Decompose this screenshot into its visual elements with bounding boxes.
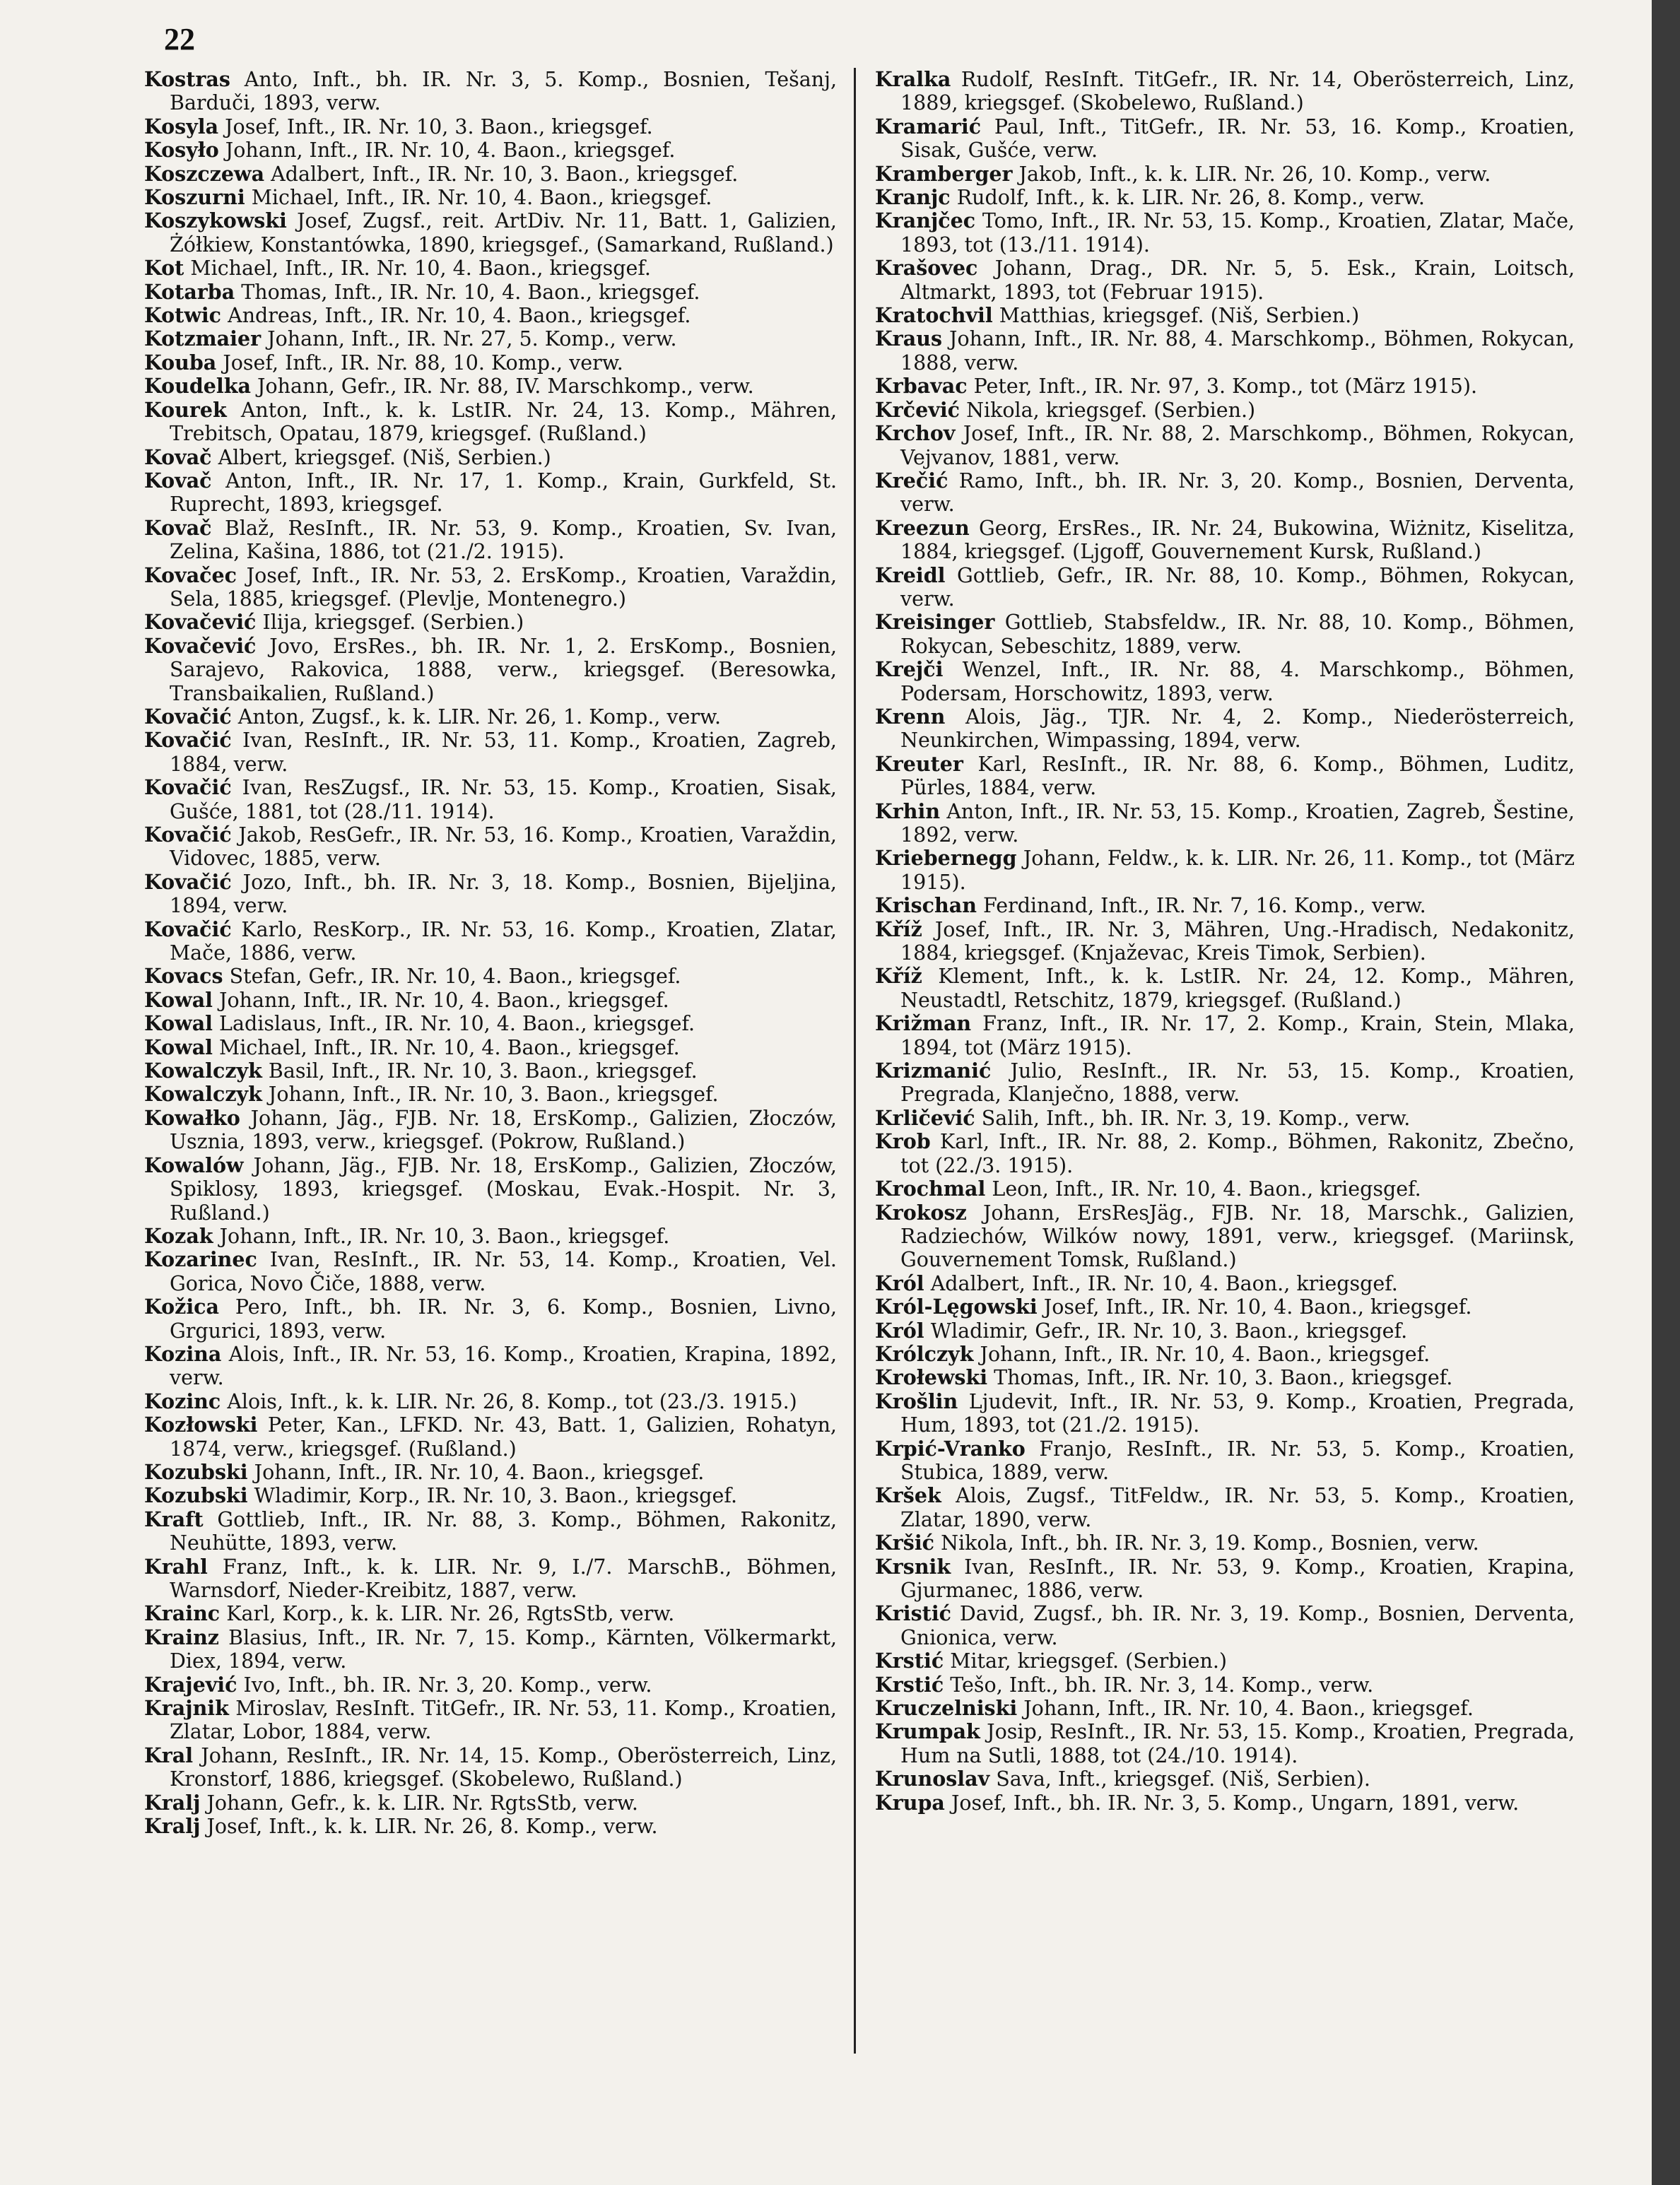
- entry-details: Ivan, ResInft., IR. Nr. 53, 11. Komp., Kroatien, Zagreb, 1884, verw.: [170, 729, 837, 776]
- entry-details: Alois, Inft., k. k. LIR. Nr. 26, 8. Komp., tot (23./3. 1915.): [227, 1389, 797, 1413]
- entry-surname: Król: [875, 1271, 924, 1295]
- entry-details: Johann, Inft., IR. Nr. 10, 3. Baon., kriegsgef.: [219, 1224, 670, 1248]
- entry-details: Miroslav, ResInft. TitGefr., IR. Nr. 53, 11. Komp., Kroatien, Zlatar, Lobor, 1884, verw.: [170, 1697, 837, 1744]
- entry-details: Michael, Inft., IR. Nr. 10, 4. Baon., kriegsgef.: [190, 257, 651, 281]
- entry-surname: Krumpak: [875, 1719, 980, 1744]
- entry-surname: Kovačić: [144, 917, 232, 941]
- entry-surname: Kristić: [875, 1601, 952, 1626]
- entry-details: Josef, Inft., IR. Nr. 3, Mähren, Ung.-Hradisch, Nedakonitz, 1884, kriegsgef. (Knjaževac, Kreis Timok, Serbien).: [900, 917, 1575, 965]
- entry-surname: Kreuter: [875, 751, 963, 776]
- entry-surname: Kozarinec: [144, 1247, 257, 1272]
- entry-surname: Kralj: [144, 1814, 201, 1839]
- register-entry: [144, 1248, 837, 1295]
- entry-details: Ivan, ResInft., IR. Nr. 53, 14. Komp., Kroatien, Vel. Gorica, Novo Čiče, 1888, verw.: [170, 1248, 837, 1295]
- register-entry: [875, 399, 1575, 422]
- entry-details: Ilija, kriegsgef. (Serbien.): [262, 611, 524, 635]
- register-entry: [875, 1059, 1575, 1107]
- entry-details: Franz, Inft., k. k. LIR. Nr. 9, I./7. MarschB., Böhmen, Warnsdorf, Nieder-Kreibitz, 1887, verw.: [170, 1555, 837, 1602]
- entry-details: Johann, ErsResJäg., FJB. Nr. 18, Marschk., Galizien, Radziechów, Wilków nowy, 1891, verw., kriegsgef. (Mariinsk, Gouvernement Tomsk, Rußland.): [900, 1201, 1575, 1272]
- register-entry: [144, 1508, 837, 1555]
- entry-surname: Kršić: [875, 1531, 935, 1555]
- register-entry: [875, 68, 1575, 115]
- entry-surname: Kraus: [875, 326, 943, 351]
- entry-surname: Kozłowski: [144, 1413, 258, 1437]
- entry-details: Johann, Drag., DR. Nr. 5, 5. Esk., Krain, Loitsch, Altmarkt, 1893, tot (Februar 1915).: [900, 257, 1575, 304]
- register-entry: [875, 1343, 1575, 1366]
- register-entry: [875, 1602, 1575, 1649]
- entry-surname: Kosyla: [144, 114, 219, 139]
- entry-surname: Koszczewa: [144, 161, 265, 186]
- register-entry: [144, 115, 837, 139]
- register-entry: [144, 139, 837, 162]
- entry-surname: Koszykowski: [144, 208, 287, 233]
- entry-details: Alois, Jäg., TJR. Nr. 4, 2. Komp., Niederösterreich, Neunkirchen, Wimpassing, 1894, verw.: [900, 705, 1575, 753]
- entry-details: Klement, Inft., k. k. LstIR. Nr. 24, 12. Komp., Mähren, Neustadtl, Retschitz, 1879, kriegsgef. (Rußland.): [900, 965, 1575, 1012]
- entry-details: Jakob, Inft., k. k. LIR. Nr. 26, 10. Komp., verw.: [1018, 162, 1491, 186]
- entry-details: Peter, Kan., LFKD. Nr. 43, Batt. 1, Galizien, Rohatyn, 1874, verw., kriegsgef. (Rußland.): [170, 1413, 837, 1461]
- entry-details: Karl, Inft., IR. Nr. 88, 2. Komp., Böhmen, Rakonitz, Zbečno, tot (22./3. 1915).: [900, 1130, 1575, 1177]
- entry-details: Rudolf, Inft., k. k. LIR. Nr. 26, 8. Komp., verw.: [956, 186, 1425, 210]
- entry-surname: Kosyło: [144, 138, 219, 163]
- entry-surname: Kotwic: [144, 303, 222, 328]
- entry-details: Gottlieb, Stabsfeldw., IR. Nr. 88, 10. Komp., Böhmen, Rokycan, Sebeschitz, 1889, verw.: [900, 611, 1575, 658]
- entry-surname: Krob: [875, 1129, 931, 1154]
- entry-details: Adalbert, Inft., IR. Nr. 10, 3. Baon., kriegsgef.: [271, 162, 739, 186]
- entry-details: Sava, Inft., kriegsgef. (Niš, Serbien).: [996, 1767, 1370, 1791]
- entry-details: Ladislaus, Inft., IR. Nr. 10, 4. Baon., kriegsgef.: [219, 1012, 695, 1036]
- entry-details: Wladimir, Korp., IR. Nr. 10, 3. Baon., kriegsgef.: [254, 1484, 738, 1508]
- entry-surname: Kozina: [144, 1341, 222, 1366]
- entry-details: Johann, Jäg., FJB. Nr. 18, ErsKomp., Galizien, Złoczów, Spiklosy, 1893, kriegsgef. (Moskau, Evak.-Hospit. Nr. 3, Rußland.): [170, 1153, 837, 1225]
- register-entry: [144, 1815, 837, 1838]
- register-entry: [875, 1437, 1575, 1485]
- entry-details: Jozo, Inft., bh. IR. Nr. 3, 18. Komp., Bosnien, Bijeljina, 1894, verw.: [170, 870, 837, 918]
- entry-surname: Kramberger: [875, 161, 1013, 186]
- entry-details: Karl, ResInft., IR. Nr. 88, 6. Komp., Böhmen, Luditz, Pürles, 1884, verw.: [900, 752, 1575, 800]
- register-entry: [875, 1720, 1575, 1767]
- entry-surname: Kříž: [875, 964, 922, 989]
- register-entry: [144, 1555, 837, 1603]
- entry-surname: Kral: [144, 1743, 194, 1767]
- entry-surname: Król-Lęgowski: [875, 1295, 1038, 1319]
- entry-details: Nikola, Inft., bh. IR. Nr. 3, 19. Komp., Bosnien, verw.: [941, 1531, 1479, 1555]
- entry-details: Johann, Gefr., IR. Nr. 88, IV. Marschkomp., verw.: [257, 375, 754, 399]
- entry-details: Karlo, ResKorp., IR. Nr. 53, 16. Komp., Kroatien, Zlatar, Mače, 1886, verw.: [170, 917, 837, 965]
- entry-surname: Križman: [875, 1011, 972, 1036]
- entry-surname: Kovačić: [144, 775, 232, 800]
- entry-details: Johann, Inft., IR. Nr. 10, 4. Baon., kriegsgef.: [225, 139, 676, 163]
- entry-details: Ivan, ResZugsf., IR. Nr. 53, 15. Komp., Kroatien, Sisak, Gušće, 1881, tot (28./11. 1914).: [170, 776, 837, 823]
- entry-surname: Kovač: [144, 468, 212, 493]
- entry-details: Johann, Inft., IR. Nr. 10, 4. Baon., kriegsgef.: [254, 1460, 705, 1484]
- entry-details: Gottlieb, Inft., IR. Nr. 88, 3. Komp., Böhmen, Rakonitz, Neuhütte, 1893, verw.: [170, 1507, 838, 1555]
- entry-surname: Kowalczyk: [144, 1059, 262, 1083]
- register-entry: [144, 1036, 837, 1059]
- page-number: 22: [164, 22, 195, 57]
- left-column: [144, 68, 837, 1838]
- register-entry: [875, 469, 1575, 517]
- entry-surname: Krenn: [875, 704, 946, 729]
- register-entry: [875, 611, 1575, 658]
- register-entry: [875, 1177, 1575, 1201]
- entry-surname: Kowalczyk: [144, 1082, 262, 1107]
- entry-surname: Kovačić: [144, 704, 232, 729]
- entry-details: Josef, Inft., IR. Nr. 10, 4. Baon., kriegsgef.: [1043, 1295, 1472, 1319]
- entry-details: Josip, ResInft., IR. Nr. 53, 15. Komp., Kroatien, Pregrada, Hum na Sutli, 1888, tot (24./10. 1914).: [900, 1720, 1575, 1767]
- register-entry: [875, 753, 1575, 800]
- entry-details: Tomo, Inft., IR. Nr. 53, 15. Komp., Kroatien, Zlatar, Mače, 1893, tot (13./11. 1914).: [900, 209, 1575, 257]
- entry-surname: Kovačić: [144, 728, 232, 753]
- entry-details: Wladimir, Gefr., IR. Nr. 10, 3. Baon., kriegsgef.: [930, 1319, 1408, 1343]
- entry-details: Johann, Inft., IR. Nr. 10, 4. Baon., kriegsgef.: [219, 988, 669, 1012]
- entry-surname: Krhin: [875, 799, 941, 823]
- entry-surname: Kovačec: [144, 563, 237, 587]
- entry-details: Salih, Inft., bh. IR. Nr. 3, 19. Komp., verw.: [981, 1106, 1411, 1130]
- entry-details: Alois, Zugsf., TitFeldw., IR. Nr. 53, 5. Komp., Kroatien, Zlatar, 1890, verw.: [900, 1484, 1575, 1531]
- entry-surname: Kovačić: [144, 869, 232, 894]
- register-entry: [144, 871, 837, 918]
- register-entry: [144, 446, 837, 469]
- entry-details: Michael, Inft., IR. Nr. 10, 4. Baon., kriegsgef.: [219, 1035, 680, 1059]
- register-entry: [144, 1484, 837, 1507]
- entry-details: Nikola, kriegsgef. (Serbien.): [966, 398, 1256, 422]
- entry-surname: Krbavac: [875, 374, 968, 399]
- entry-surname: Krokosz: [875, 1200, 967, 1225]
- entry-surname: Krpić-Vranko: [875, 1436, 1026, 1461]
- entry-details: Ferdinand, Inft., IR. Nr. 7, 16. Komp., verw.: [982, 894, 1426, 918]
- entry-details: Stefan, Gefr., IR. Nr. 10, 4. Baon., kriegsgef.: [229, 965, 681, 989]
- entry-details: Paul, Inft., TitGefr., IR. Nr. 53, 16. Komp., Kroatien, Sisak, Gušće, verw.: [900, 114, 1575, 163]
- entry-surname: Krejči: [875, 657, 944, 682]
- entry-surname: Kramarić: [875, 114, 982, 139]
- entry-surname: Krošlin: [875, 1389, 958, 1413]
- register-entry: [875, 1791, 1575, 1815]
- register-entry: [144, 1107, 837, 1154]
- entry-surname: Krizmanić: [875, 1059, 992, 1083]
- entry-details: Johann, Inft., IR. Nr. 10, 3. Baon., kriegsgef.: [268, 1083, 719, 1107]
- entry-details: Mitar, kriegsgef. (Serbien.): [950, 1649, 1227, 1673]
- entry-details: Leon, Inft., IR. Nr. 10, 4. Baon., kriegsgef.: [992, 1177, 1421, 1201]
- entry-surname: Kowal: [144, 987, 213, 1012]
- register-entry: [144, 1225, 837, 1248]
- entry-surname: Kowalów: [144, 1153, 244, 1177]
- register-entry: [875, 1295, 1575, 1319]
- entry-details: Matthias, kriegsgef. (Niš, Serbien.): [999, 304, 1360, 328]
- entry-details: Johann, Inft., IR. Nr. 10, 4. Baon., kriegsgef.: [1023, 1697, 1474, 1721]
- entry-details: Georg, ErsRes., IR. Nr. 24, Bukowina, Wiżnitz, Kiselitza, 1884, kriegsgef. (Ljgoff, Gouvernement Kursk, Rußland.): [900, 516, 1575, 564]
- entry-surname: Krupa: [875, 1790, 945, 1815]
- entry-details: Josef, Inft., IR. Nr. 10, 3. Baon., kriegsgef.: [225, 114, 653, 139]
- register-entry: [144, 1626, 837, 1673]
- register-entry: [144, 469, 837, 517]
- entry-surname: Kowal: [144, 1035, 213, 1059]
- register-entry: [875, 1531, 1575, 1555]
- entry-surname: Koszurni: [144, 185, 245, 210]
- register-entry: [144, 564, 837, 611]
- entry-surname: Kozak: [144, 1223, 213, 1248]
- entry-details: Anton, Zugsf., k. k. LIR. Nr. 26, 1. Komp., verw.: [237, 705, 722, 729]
- entry-surname: Kranjčec: [875, 208, 976, 233]
- register-entry: [144, 68, 837, 115]
- register-entry: [875, 327, 1575, 375]
- entry-surname: Krčević: [875, 397, 961, 422]
- register-entry: [144, 375, 837, 398]
- entry-details: Blasius, Inft., IR. Nr. 7, 15. Komp., Kärnten, Völkermarkt, Diex, 1894, verw.: [170, 1625, 838, 1673]
- entry-details: Anto, Inft., bh. IR. Nr. 3, 5. Komp., Bosnien, Tešanj, Barduči, 1893, verw.: [170, 68, 838, 115]
- register-entry: [875, 705, 1575, 753]
- entry-surname: Krstić: [875, 1672, 944, 1697]
- entry-surname: Krečić: [875, 468, 948, 493]
- entry-details: Josef, Inft., IR. Nr. 53, 2. ErsKomp., Kroatien, Varaždin, Sela, 1885, kriegsgef. (Plevlje, Montenegro.): [170, 563, 838, 611]
- entry-details: Ljudevit, Inft., IR. Nr. 53, 9. Komp., Kroatien, Pregrada, Hum, 1893, tot (21./2. 1915).: [900, 1389, 1575, 1437]
- entry-surname: Kostras: [144, 67, 230, 91]
- register-entry: [875, 375, 1575, 398]
- register-entry: [144, 327, 837, 351]
- register-entry: [875, 1201, 1575, 1272]
- register-entry: [875, 209, 1575, 257]
- register-entry: [144, 918, 837, 965]
- register-entry: [144, 705, 837, 729]
- entry-details: Julio, ResInft., IR. Nr. 53, 15. Komp., Kroatien, Pregrada, Klanječno, 1888, verw.: [900, 1059, 1575, 1107]
- register-entry: [144, 1059, 837, 1083]
- entry-details: Peter, Inft., IR. Nr. 97, 3. Komp., tot (März 1915).: [973, 375, 1478, 399]
- entry-surname: Krsnik: [875, 1554, 951, 1579]
- register-entry: [875, 1272, 1575, 1295]
- register-entry: [144, 611, 837, 634]
- entry-details: Alois, Inft., IR. Nr. 53, 16. Komp., Kroatien, Krapina, 1892, verw.: [170, 1342, 838, 1390]
- entry-details: Josef, Zugsf., reit. ArtDiv. Nr. 11, Batt. 1, Galizien, Żółkiew, Konstantówka, 1890, kriegsgef., (Samarkand, Rußland.): [170, 209, 837, 257]
- entry-details: Blaž, ResInft., IR. Nr. 53, 9. Komp., Kroatien, Sv. Ivan, Zelina, Kašina, 1886, tot (21./2. 1915).: [170, 516, 837, 564]
- register-entry: [144, 281, 837, 304]
- register-entry: [144, 304, 837, 327]
- register-entry: [144, 1012, 837, 1035]
- entry-details: Anton, Inft., IR. Nr. 17, 1. Komp., Krain, Gurkfeld, St. Ruprecht, 1893, kriegsgef.: [170, 469, 837, 517]
- register-entry: [144, 823, 837, 871]
- register-entry: [875, 115, 1575, 163]
- entry-details: Rudolf, ResInft. TitGefr., IR. Nr. 14, Oberösterreich, Linz, 1889, kriegsgef. (Skobelewo, Rußland.): [900, 68, 1575, 115]
- entry-surname: Kruczelniski: [875, 1696, 1018, 1721]
- register-entry: [144, 257, 837, 280]
- entry-surname: Kot: [144, 256, 184, 281]
- entry-surname: Krahl: [144, 1554, 208, 1579]
- entry-details: Anton, Inft., IR. Nr. 53, 15. Komp., Kroatien, Zagreb, Šestine, 1892, verw.: [900, 799, 1575, 847]
- register-entry: [875, 1130, 1575, 1177]
- entry-details: Karl, Korp., k. k. LIR. Nr. 26, RgtsStb, verw.: [226, 1602, 675, 1626]
- entry-details: Ivan, ResInft., IR. Nr. 53, 9. Komp., Kroatien, Krapina, Gjurmanec, 1886, verw.: [900, 1555, 1575, 1602]
- register-entry: [875, 1555, 1575, 1603]
- register-entry: [144, 1697, 837, 1744]
- register-entry: [875, 1390, 1575, 1437]
- entry-surname: Kovačić: [144, 823, 232, 847]
- entry-surname: Kreisinger: [875, 610, 995, 635]
- entry-details: Josef, Inft., IR. Nr. 88, 2. Marschkomp., Böhmen, Rokycan, Vejvanov, 1881, verw.: [900, 422, 1575, 469]
- entry-surname: Kouba: [144, 350, 217, 375]
- entry-surname: Kotarba: [144, 279, 235, 304]
- entry-surname: Kršek: [875, 1483, 941, 1508]
- register-entry: [875, 1366, 1575, 1389]
- entry-surname: Kovačević: [144, 610, 257, 635]
- entry-details: Basil, Inft., IR. Nr. 10, 3. Baon., kriegsgef.: [268, 1059, 698, 1083]
- register-entry: [875, 163, 1575, 186]
- entry-details: Josef, Inft., IR. Nr. 88, 10. Komp., verw.: [223, 351, 623, 375]
- register-entry: [875, 847, 1575, 894]
- entry-details: Adalbert, Inft., IR. Nr. 10, 4. Baon., kriegsgef.: [930, 1271, 1398, 1295]
- register-entry: [144, 1343, 837, 1390]
- entry-surname: Koudelka: [144, 374, 251, 399]
- entry-surname: Kozinc: [144, 1389, 221, 1413]
- entry-details: Thomas, Inft., IR. Nr. 10, 3. Baon., kriegsgef.: [994, 1366, 1453, 1390]
- entry-surname: Kreezun: [875, 515, 970, 540]
- register-entry: [144, 1083, 837, 1106]
- register-entry: [144, 635, 837, 705]
- entry-details: Johann, Inft., IR. Nr. 88, 4. Marschkomp., Böhmen, Rokycan, 1888, verw.: [900, 327, 1575, 375]
- register-entry: [144, 1673, 837, 1697]
- entry-surname: Kozubski: [144, 1459, 248, 1484]
- column-divider: [854, 68, 856, 2054]
- register-entry: [875, 1107, 1575, 1130]
- entry-surname: Krischan: [875, 893, 977, 918]
- entry-details: Anton, Inft., k. k. LstIR. Nr. 24, 13. Komp., Mähren, Trebitsch, Opatau, 1879, kriegsgef. (Rußland.): [170, 398, 837, 446]
- register-entry: [144, 1154, 837, 1225]
- entry-surname: Kožica: [144, 1295, 219, 1319]
- entry-surname: Król: [875, 1318, 924, 1343]
- register-entry: [144, 351, 837, 375]
- entry-surname: Kříž: [875, 917, 922, 941]
- register-entry: [144, 1295, 837, 1343]
- register-entry: [875, 1319, 1575, 1343]
- entry-surname: Krołewski: [875, 1365, 988, 1390]
- register-entry: [875, 304, 1575, 327]
- register-entry: [875, 422, 1575, 469]
- register-entry: [144, 163, 837, 186]
- entry-details: Wenzel, Inft., IR. Nr. 88, 4. Marschkomp., Böhmen, Podersam, Horschowitz, 1893, verw.: [900, 658, 1575, 705]
- register-entry: [875, 564, 1575, 611]
- entry-surname: Krašovec: [875, 256, 978, 281]
- register-entry: [144, 399, 837, 446]
- register-entry: [144, 209, 837, 257]
- register-entry: [875, 1767, 1575, 1791]
- entry-surname: Krunoslav: [875, 1767, 990, 1791]
- entry-surname: Krainc: [144, 1601, 221, 1626]
- entry-details: Ivo, Inft., bh. IR. Nr. 3, 20. Komp., verw.: [243, 1673, 652, 1697]
- register-entry: [144, 729, 837, 776]
- entry-surname: Kralka: [875, 67, 951, 91]
- entry-details: Johann, Jäg., FJB. Nr. 18, ErsKomp., Galizien, Złoczów, Usznia, 1893, verw., kriegsgef. (Pokrow, Rußland.): [170, 1106, 837, 1154]
- register-entry: [875, 894, 1575, 917]
- entry-surname: Krochmal: [875, 1177, 986, 1201]
- entry-surname: Krajević: [144, 1672, 237, 1697]
- register-entry: [144, 1461, 837, 1484]
- entry-surname: Kreidl: [875, 563, 946, 587]
- entry-surname: Krajnik: [144, 1696, 229, 1721]
- register-entry: [144, 186, 837, 209]
- register-entry: [875, 517, 1575, 564]
- entry-surname: Krličević: [875, 1105, 975, 1130]
- register-entry: [875, 1649, 1575, 1673]
- entry-surname: Kowal: [144, 1011, 213, 1036]
- entry-details: Johann, Inft., IR. Nr. 27, 5. Komp., verw.: [267, 327, 677, 351]
- register-entry: [144, 989, 837, 1012]
- entry-surname: Kozubski: [144, 1483, 248, 1508]
- entry-details: Johann, ResInft., IR. Nr. 14, 15. Komp., Oberösterreich, Linz, Kronstorf, 1886, kriegsgef. (Skobelewo, Rußland.): [170, 1743, 838, 1791]
- page-edge-shadow: [1652, 0, 1680, 2185]
- register-entry: [144, 1744, 837, 1791]
- entry-surname: Kotzmaier: [144, 326, 262, 351]
- entry-details: Johann, Feldw., k. k. LIR. Nr. 26, 11. Komp., tot (März 1915).: [900, 847, 1575, 894]
- register-entry: [144, 517, 837, 564]
- entry-surname: Kourek: [144, 397, 227, 422]
- entry-details: Gottlieb, Gefr., IR. Nr. 88, 10. Komp., Böhmen, Rokycan, verw.: [900, 563, 1575, 611]
- register-entry: [144, 1791, 837, 1815]
- register-entry: [875, 257, 1575, 304]
- entry-details: Franjo, ResInft., IR. Nr. 53, 5. Komp., Kroatien, Stubica, 1889, verw.: [900, 1437, 1575, 1484]
- entry-details: Jovo, ErsRes., bh. IR. Nr. 1, 2. ErsKomp., Bosnien, Sarajevo, Rakovica, 1888, verw., kriegsgef. (Beresowka, Transbaikalien, Rußland.): [170, 634, 837, 705]
- entry-details: Josef, Inft., k. k. LIR. Nr. 26, 8. Komp., verw.: [206, 1815, 658, 1839]
- entry-surname: Kranjc: [875, 185, 951, 210]
- entry-details: Albert, kriegsgef. (Niš, Serbien.): [218, 445, 551, 469]
- entry-surname: Kovač: [144, 515, 212, 540]
- entry-surname: Kriebernegg: [875, 846, 1017, 871]
- entry-details: Andreas, Inft., IR. Nr. 10, 4. Baon., kriegsgef.: [228, 304, 691, 328]
- register-entry: [144, 965, 837, 988]
- entry-surname: Kowałko: [144, 1105, 240, 1130]
- register-entry: [875, 186, 1575, 209]
- register-entry: [144, 1390, 837, 1413]
- entry-details: Thomas, Inft., IR. Nr. 10, 4. Baon., kriegsgef.: [241, 280, 700, 304]
- entry-surname: Kraft: [144, 1507, 204, 1531]
- register-entry: [144, 1413, 837, 1461]
- entry-details: Johann, Gefr., k. k. LIR. Nr. RgtsStb, verw.: [206, 1791, 638, 1815]
- register-entry: [875, 1484, 1575, 1531]
- entry-surname: Krainz: [144, 1625, 219, 1649]
- entry-details: Ramo, Inft., bh. IR. Nr. 3, 20. Komp., Bosnien, Derventa, verw.: [900, 469, 1575, 517]
- register-entry: [875, 918, 1575, 965]
- entry-surname: Kovačević: [144, 633, 257, 658]
- entry-surname: Kralj: [144, 1790, 201, 1815]
- register-entry: [875, 965, 1575, 1012]
- register-entry: [875, 658, 1575, 705]
- entry-surname: Krstić: [875, 1649, 944, 1673]
- entry-surname: Kovač: [144, 444, 212, 469]
- register-entry: [875, 800, 1575, 847]
- entry-surname: Kratochvil: [875, 303, 993, 328]
- entry-surname: Krchov: [875, 421, 956, 446]
- entry-details: David, Zugsf., bh. IR. Nr. 3, 19. Komp., Bosnien, Derventa, Gnionica, verw.: [900, 1602, 1575, 1649]
- entry-details: Tešo, Inft., bh. IR. Nr. 3, 14. Komp., verw.: [950, 1673, 1374, 1697]
- entry-details: Michael, Inft., IR. Nr. 10, 4. Baon., kriegsgef.: [251, 186, 712, 210]
- register-entry: [144, 776, 837, 823]
- entry-details: Josef, Inft., bh. IR. Nr. 3, 5. Komp., Ungarn, 1891, verw.: [951, 1791, 1520, 1815]
- register-entry: [144, 1602, 837, 1625]
- entry-surname: Kovacs: [144, 964, 223, 989]
- entry-details: Franz, Inft., IR. Nr. 17, 2. Komp., Krain, Stein, Mlaka, 1894, tot (März 1915).: [900, 1012, 1575, 1059]
- entry-details: Pero, Inft., bh. IR. Nr. 3, 6. Komp., Bosnien, Livno, Grgurici, 1893, verw.: [170, 1295, 838, 1343]
- register-entry: [875, 1697, 1575, 1720]
- entry-surname: Królczyk: [875, 1341, 974, 1366]
- entry-details: Jakob, ResGefr., IR. Nr. 53, 16. Komp., Kroatien, Varaždin, Vidovec, 1885, verw.: [170, 823, 837, 871]
- register-entry: [875, 1012, 1575, 1059]
- register-entry: [875, 1673, 1575, 1697]
- entry-details: Johann, Inft., IR. Nr. 10, 4. Baon., kriegsgef.: [980, 1342, 1431, 1366]
- right-column: [875, 68, 1575, 1815]
